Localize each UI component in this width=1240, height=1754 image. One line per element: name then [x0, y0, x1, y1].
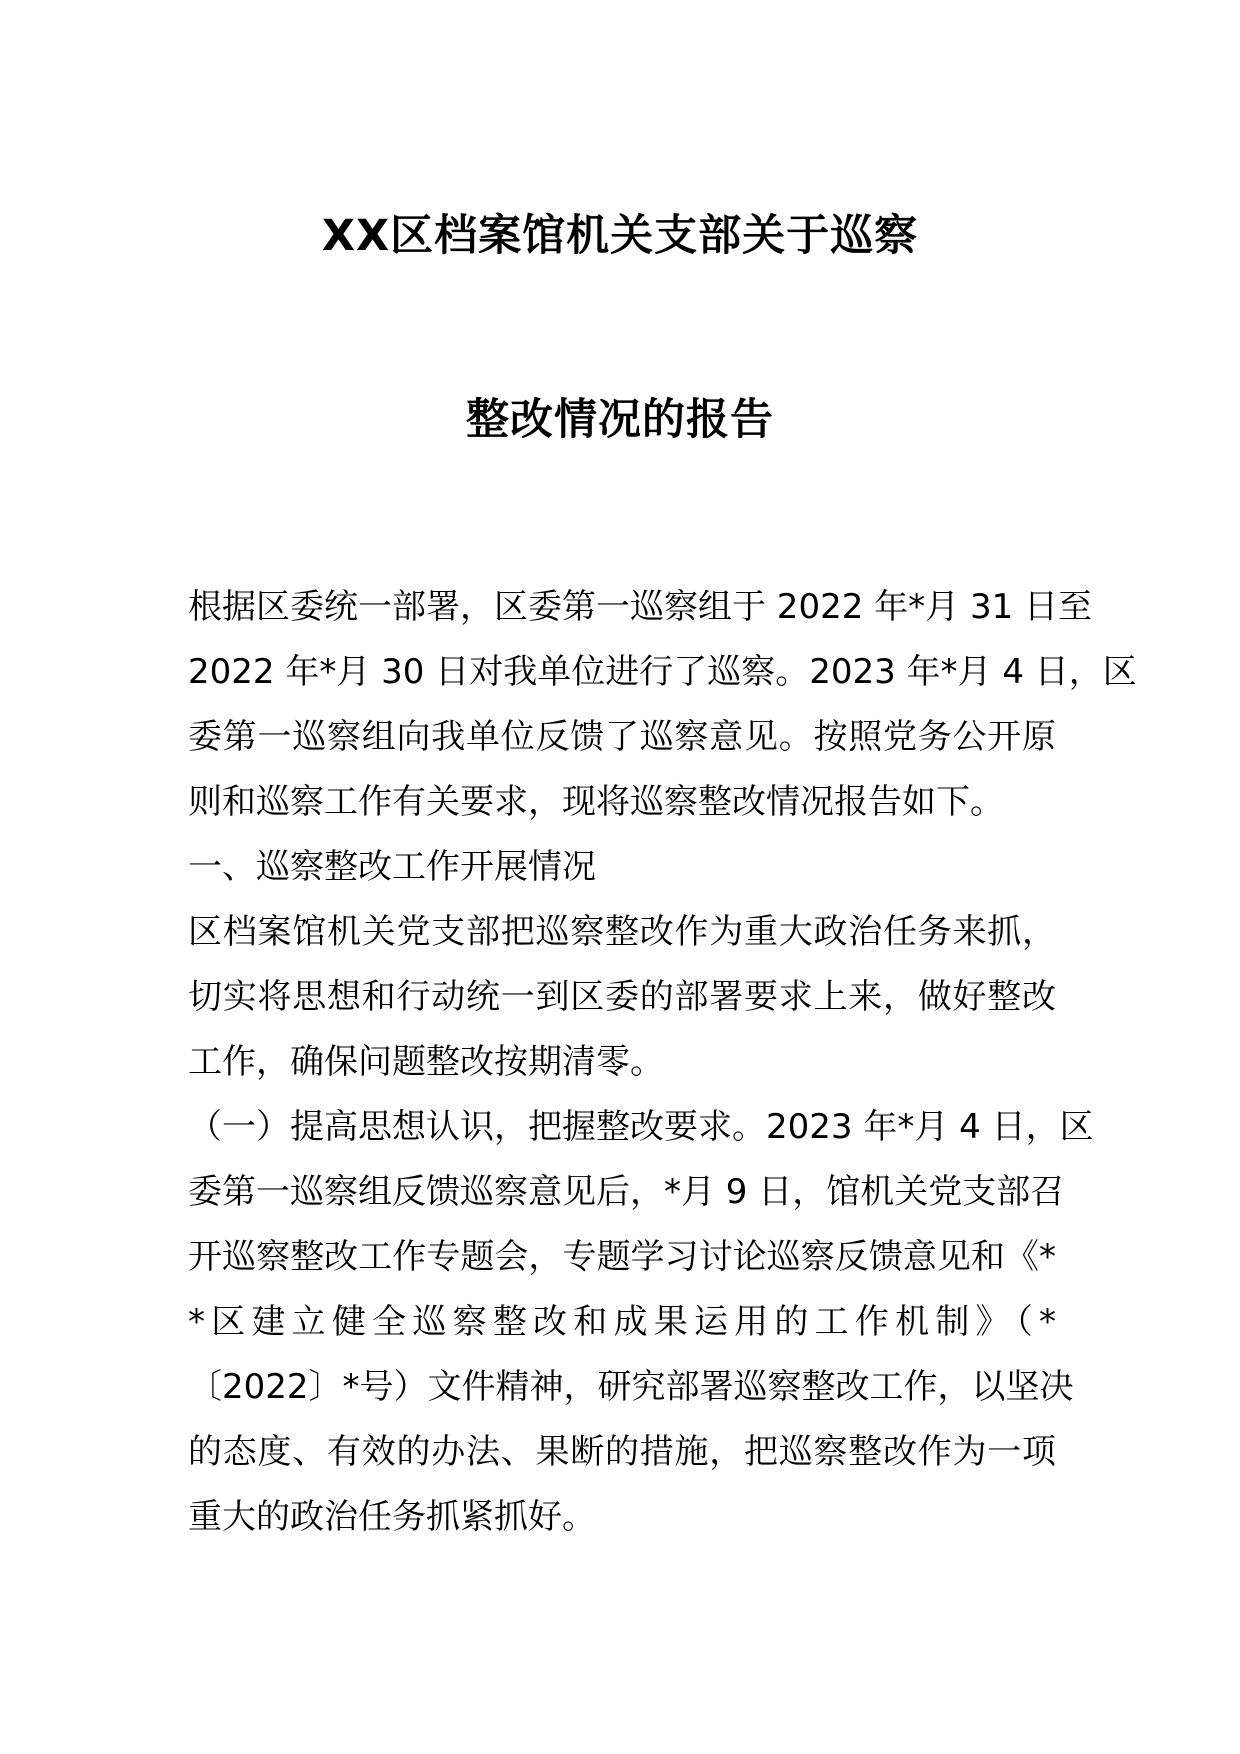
body-line: 区档案馆机关党支部把巡察整改作为重大政治任务来抓，: [188, 912, 1056, 952]
body-line: 工作，确保问题整改按期清零。: [188, 1042, 664, 1082]
body-line: 重大的政治任务抓紧抓好。: [188, 1497, 596, 1537]
body-line: 委第一巡察组向我单位反馈了巡察意见。按照党务公开原: [188, 717, 1056, 757]
body-line: 委第一巡察组反馈巡察意见后，*月 9 日，馆机关党支部召: [188, 1172, 1065, 1212]
document-title-line-2: 整改情况的报告: [466, 395, 774, 445]
body-line: 则和巡察工作有关要求，现将巡察整改情况报告如下。: [188, 782, 1004, 822]
document-body: [188, 575, 1137, 1550]
body-line: 开巡察整改工作专题会，专题学习讨论巡察反馈意见和《*: [188, 1237, 1056, 1277]
body-line: *区建立健全巡察整改和成果运用的工作机制》（*: [188, 1302, 1056, 1342]
body-line: 切实将思想和行动统一到区委的部署要求上来，做好整改: [188, 977, 1056, 1017]
body-line: 〔2022〕*号）文件精神，研究部署巡察整改工作，以坚决: [188, 1367, 1074, 1407]
body-line: 的态度、有效的办法、果断的措施，把巡察整改作为一项: [188, 1432, 1056, 1472]
section-heading: 一、巡察整改工作开展情况: [188, 847, 596, 887]
subsection-line: （一）提高思想认识，把握整改要求。2023 年*月 4 日，区: [188, 1107, 1094, 1147]
body-line: 根据区委统一部署，区委第一巡察组于 2022 年*月 31 日至: [188, 587, 1093, 627]
body-line: 2022 年*月 30 日对我单位进行了巡察。2023 年*月 4 日，区: [188, 652, 1137, 692]
document-title-line-1: XX区档案馆机关支部关于巡察: [321, 211, 919, 261]
